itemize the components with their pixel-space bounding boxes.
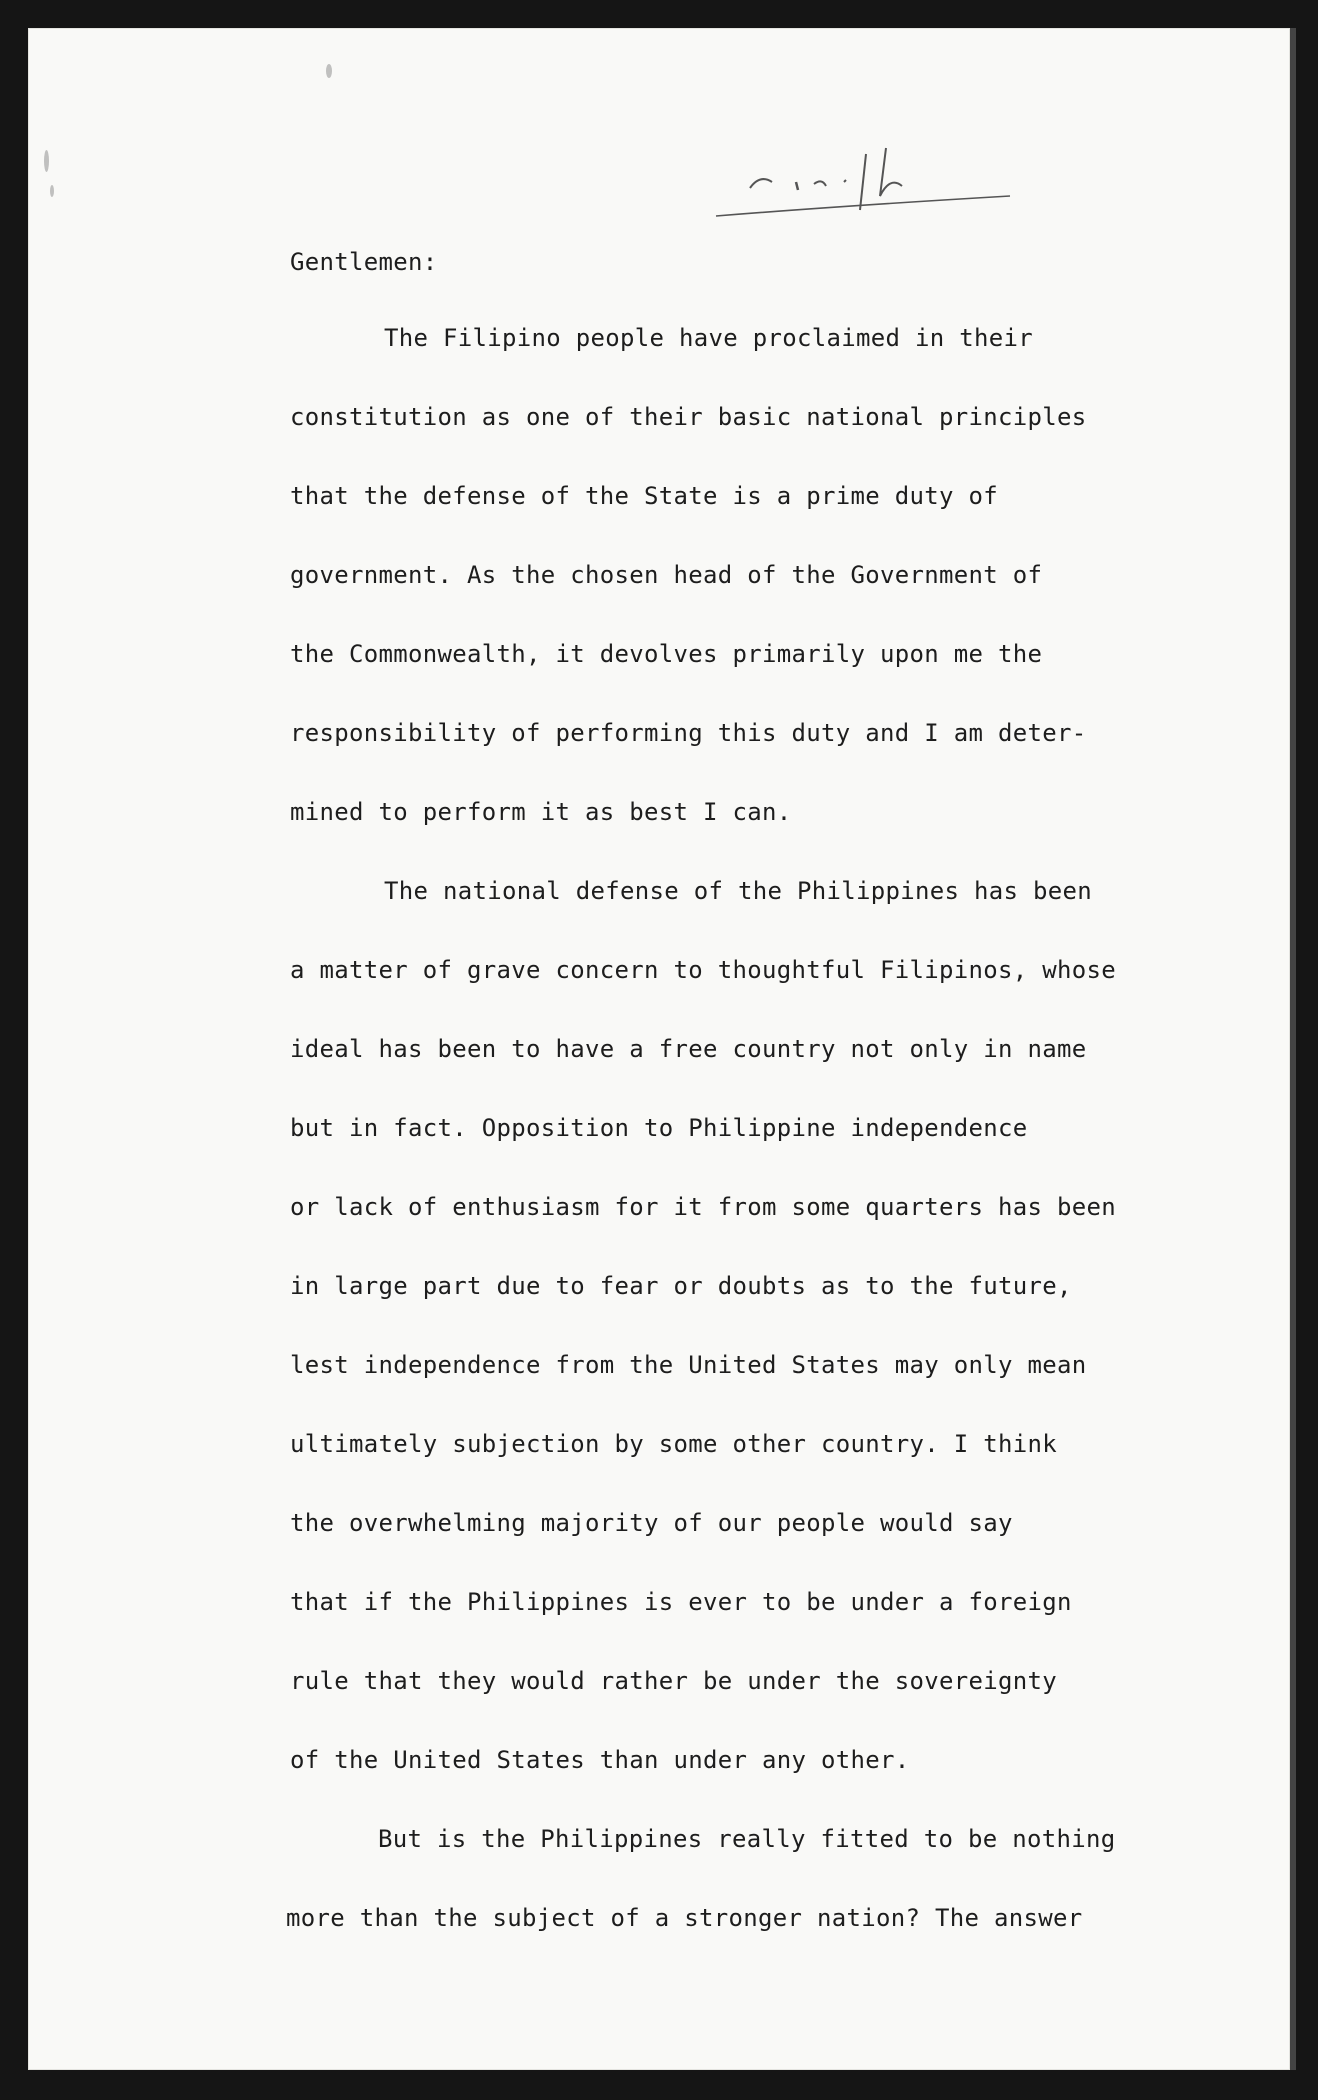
paragraph-2-line-2: a matter of grave concern to thoughtful Filipinos, whose: [290, 956, 1116, 984]
paragraph-2-line-10: that if the Philippines is ever to be under a foreign: [290, 1588, 1072, 1616]
paragraph-2-line-9: the overwhelming majority of our people would say: [290, 1509, 1013, 1537]
scan-speck: [50, 185, 54, 197]
paragraph-2-line-12: of the United States than under any other.: [290, 1746, 910, 1774]
scan-speck: [44, 150, 49, 172]
paragraph-2-line-8: ultimately subjection by some other country. I think: [290, 1430, 1057, 1458]
paragraph-1-line-4: government. As the chosen head of the Government of: [290, 561, 1043, 589]
paragraph-2-line-1: The national defense of the Philippines has been: [384, 877, 1092, 905]
paragraph-1-line-1: The Filipino people have proclaimed in their: [384, 324, 1033, 352]
paragraph-2-line-5: or lack of enthusiasm for it from some quarters has been: [290, 1193, 1116, 1221]
paragraph-2-line-7: lest independence from the United States may only mean: [290, 1351, 1087, 1379]
paragraph-3-line-1: But is the Philippines really fitted to be nothing: [378, 1825, 1116, 1853]
paragraph-3-line-2: more than the subject of a stronger nation? The answer: [286, 1904, 1083, 1932]
paragraph-1-line-6: responsibility of performing this duty and I am deter-: [290, 719, 1087, 747]
paragraph-2-line-11: rule that they would rather be under the sovereignty: [290, 1667, 1057, 1695]
scan-film-edge: [1290, 28, 1296, 2070]
handwritten-annotation: [710, 140, 1070, 240]
paragraph-1-line-7: mined to perform it as best I can.: [290, 798, 792, 826]
paragraph-1-line-5: the Commonwealth, it devolves primarily upon me the: [290, 640, 1043, 668]
salutation: Gentlemen:: [290, 248, 438, 276]
paragraph-1-line-2: constitution as one of their basic national principles: [290, 403, 1087, 431]
scan-speck: [326, 64, 332, 78]
paragraph-2-line-3: ideal has been to have a free country not only in name: [290, 1035, 1087, 1063]
paragraph-1-line-3: that the defense of the State is a prime duty of: [290, 482, 998, 510]
paragraph-2-line-4: but in fact. Opposition to Philippine independence: [290, 1114, 1028, 1142]
paragraph-2-line-6: in large part due to fear or doubts as to the future,: [290, 1272, 1072, 1300]
